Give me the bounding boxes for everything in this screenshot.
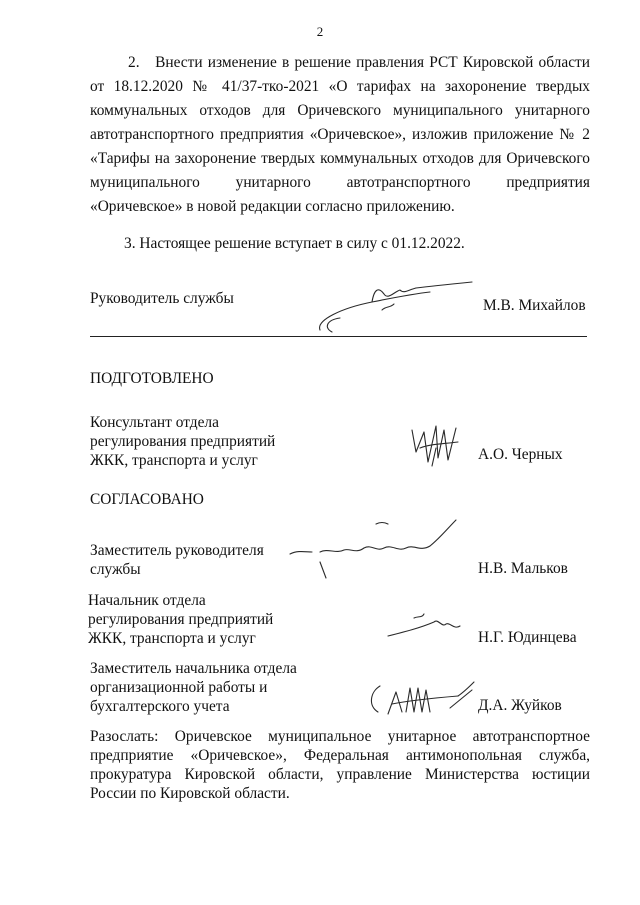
position-line: службы: [90, 561, 141, 578]
head-name: М.В. Михайлов: [483, 297, 586, 314]
position-line: Заместитель начальника отдела: [90, 660, 297, 677]
agreed-signer-1-signature-image: [280, 518, 465, 583]
position-line: ЖКК, транспорта и услуг: [88, 630, 256, 647]
agreed-signer-2-name: Н.Г. Юдинцева: [478, 629, 577, 646]
agreed-signer-2-signature-image: [384, 610, 464, 645]
distribution-list: Разослать: Оричевское муниципальное унитарное автотранспортное предприятие «Оричевское», Федеральная антимонопольная служба, прокуратура Кировской области, управление Министерства юстиции России по Кировской области.: [90, 728, 590, 802]
prepared-heading: ПОДГОТОВЛЕНО: [90, 370, 214, 387]
agreed-signer-3-signature-image: [362, 678, 482, 723]
agreed-signer-1-position: [90, 541, 264, 579]
position-line: регулирования предприятий: [88, 611, 274, 628]
page-number: 2: [316, 24, 324, 39]
head-signature-image: [312, 280, 482, 340]
position-line: организационной работы и: [90, 679, 268, 696]
position-line: бухгалтерского учета: [90, 698, 230, 715]
prepared-signature-image: [402, 422, 472, 477]
agreed-heading: СОГЛАСОВАНО: [90, 491, 204, 508]
divider-line: [90, 336, 587, 337]
position-line: Заместитель руководителя: [90, 542, 264, 559]
position-line: ЖКК, транспорта и услуг: [90, 452, 258, 469]
agreed-signer-3-name: Д.А. Жуйков: [478, 697, 562, 714]
position-line: Консультант отдела: [90, 414, 219, 431]
decision-item-2: 2. Внести изменение в решение правления РСТ Кировской области от 18.12.2020 № 41/37-тко-2021 «О тарифах на захоронение твердых коммунальных отходов для Оричевского муниципального унитарного автотранспортного предприятия «Оричевское», изложив приложение № 2 «Тарифы на захоронение твердых коммунальных отходов для Оричевского муниципального унитарного автотранспортного предприятия «Оричевское» в новой редакции согласно приложению.: [90, 54, 590, 215]
agreed-signer-3-position: [90, 659, 297, 716]
agreed-signer-1-name: Н.В. Мальков: [478, 560, 568, 577]
prepared-position: [90, 413, 275, 470]
position-line: регулирования предприятий: [90, 433, 276, 450]
head-title: Руководитель службы: [90, 290, 234, 307]
agreed-signer-2-position: [88, 591, 273, 648]
prepared-name: А.О. Черных: [478, 446, 563, 463]
position-line: Начальник отдела: [88, 592, 206, 609]
decision-item-3: 3. Настоящее решение вступает в силу с 01.12.2022.: [124, 235, 465, 252]
